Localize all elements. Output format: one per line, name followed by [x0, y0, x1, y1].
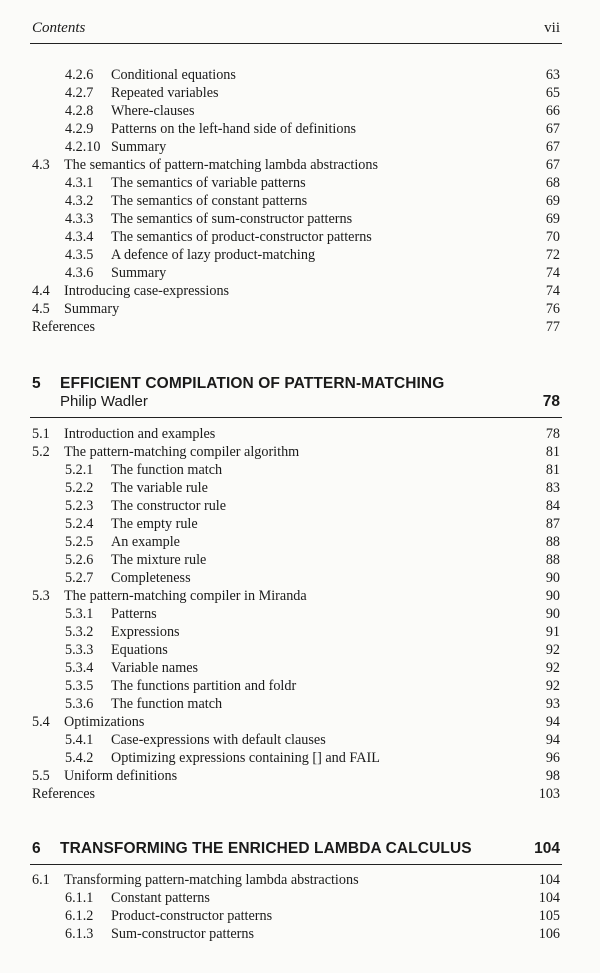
toc-entry-label	[65, 749, 380, 767]
section-number: 4.4	[32, 283, 50, 299]
toc-entry	[32, 749, 560, 767]
toc-entry-label	[65, 210, 352, 228]
section-title: The empty rule	[111, 516, 198, 532]
toc-entry	[32, 713, 560, 731]
toc-entry-label	[65, 461, 222, 479]
section-title: Repeated variables	[111, 85, 219, 101]
page-number: 103	[538, 786, 560, 802]
page-number: 92	[545, 642, 560, 658]
section-number: 4.3.2	[65, 193, 94, 209]
page-number: 70	[545, 229, 560, 245]
toc-entry	[32, 659, 560, 677]
chapter-6-title: TRANSFORMING THE ENRICHED LAMBDA CALCULUS	[60, 840, 472, 857]
section-title: The mixture rule	[111, 552, 207, 568]
toc-entry	[32, 461, 560, 479]
page-number: 105	[538, 908, 560, 924]
section-number: 4.2.7	[65, 85, 94, 101]
section-title: Variable names	[111, 660, 199, 676]
toc-entry	[32, 138, 560, 156]
section-number: 4.3.4	[65, 229, 94, 245]
chapter-5-number: 5	[32, 375, 41, 392]
page-number: 81	[545, 444, 560, 460]
toc-entry-label	[65, 731, 326, 749]
toc-entry	[32, 210, 560, 228]
section-title: The variable rule	[111, 480, 208, 496]
toc-entry-label	[32, 318, 95, 336]
page-number: 104	[538, 890, 560, 906]
toc-entry-label	[65, 264, 166, 282]
toc-entry-label	[65, 623, 180, 641]
section-title: Patterns on the left-hand side of definitions	[111, 121, 357, 137]
toc-entry-label	[65, 479, 208, 497]
section-number: 4.2.6	[65, 67, 94, 83]
section-title: Constant patterns	[111, 890, 210, 906]
header-rule	[30, 43, 562, 44]
page-number: 87	[545, 516, 560, 532]
chapter-6-title-line	[32, 840, 472, 858]
section-title: The semantics of constant patterns	[111, 193, 308, 209]
section-title: The function match	[111, 696, 223, 712]
section-title: Sum-constructor patterns	[111, 926, 255, 942]
toc-entry-label	[65, 889, 210, 907]
section-number: 5.2.1	[65, 462, 94, 478]
toc-entry	[32, 587, 560, 605]
toc-entry	[32, 767, 560, 785]
chapter-5-author: Philip Wadler	[60, 393, 148, 410]
page-number: 98	[545, 768, 560, 784]
chapter-6-rule	[30, 864, 562, 865]
toc-entry-label	[65, 228, 372, 246]
chapter-6-number: 6	[32, 840, 41, 857]
toc-entry	[32, 174, 560, 192]
page-number: 91	[545, 624, 560, 640]
toc-entry	[32, 479, 560, 497]
toc-entry	[32, 569, 560, 587]
page-number: 74	[545, 283, 560, 299]
section-title: Expressions	[111, 624, 180, 640]
toc-entry	[32, 282, 560, 300]
toc-entry-label	[65, 695, 222, 713]
section-title: Summary	[111, 265, 167, 281]
section-number: 4.3.6	[65, 265, 94, 281]
page-number: 90	[545, 588, 560, 604]
section-title: Summary	[64, 301, 120, 317]
section-title: Summary	[111, 139, 167, 155]
page-number: 90	[545, 570, 560, 586]
page-number: 65	[545, 85, 560, 101]
toc-entry	[32, 318, 560, 336]
toc-entry	[32, 66, 560, 84]
section-number: 5.5	[32, 768, 50, 784]
section-number: 5.2	[32, 444, 50, 460]
toc-entry-label	[65, 102, 195, 120]
section-title: Introduction and examples	[64, 426, 216, 442]
section-title: Case-expressions with default clauses	[111, 732, 326, 748]
section-title: The pattern-matching compiler algorithm	[64, 444, 300, 460]
section-title: The semantics of sum-constructor patterns	[111, 211, 353, 227]
section-title: The constructor rule	[111, 498, 227, 514]
page-number: 104	[538, 872, 560, 888]
toc-entry	[32, 120, 560, 138]
section-number: 5.2.5	[65, 534, 94, 550]
section-number: 5.3.1	[65, 606, 94, 622]
page-number: 90	[545, 606, 560, 622]
toc-entry	[32, 425, 560, 443]
toc-entry-label	[32, 785, 95, 803]
page-number: 92	[545, 678, 560, 694]
toc-entry-label	[65, 192, 307, 210]
page-number: 72	[545, 247, 560, 263]
toc-entry-label	[32, 767, 177, 785]
toc-entry-label	[32, 443, 299, 461]
toc-entry-label	[65, 174, 306, 192]
page-number: 74	[545, 265, 560, 281]
section-title: References	[32, 319, 96, 335]
toc-entry-label	[65, 605, 157, 623]
section-number: 4.2.9	[65, 121, 94, 137]
section-title: Transforming pattern-matching lambda abstractions	[64, 872, 359, 888]
toc-entry	[32, 533, 560, 551]
section-number: 6.1.1	[65, 890, 94, 906]
section-number: 5.2.2	[65, 480, 94, 496]
toc-entry	[32, 785, 560, 803]
toc-entry-label	[65, 533, 180, 551]
toc-entry-label	[65, 677, 296, 695]
page-number: 84	[545, 498, 560, 514]
toc-entry-label	[65, 497, 226, 515]
toc-entry-label	[65, 659, 198, 677]
toc-block-chapter-5	[32, 425, 560, 803]
toc-entry-label	[65, 84, 219, 102]
toc-entry-label	[32, 713, 144, 731]
running-header	[32, 20, 560, 37]
chapter-6-heading	[32, 840, 560, 858]
toc-entry	[32, 907, 560, 925]
toc-entry-label	[32, 425, 215, 443]
toc-entry	[32, 228, 560, 246]
toc-entry	[32, 84, 560, 102]
toc-entry	[32, 871, 560, 889]
section-number: 4.3.1	[65, 175, 94, 191]
section-number: 6.1.2	[65, 908, 94, 924]
toc-entry-label	[32, 587, 307, 605]
page-number: 67	[545, 121, 560, 137]
toc-entry	[32, 695, 560, 713]
page-number: 66	[545, 103, 560, 119]
toc-entry	[32, 443, 560, 461]
page-number: 76	[545, 301, 560, 317]
section-number: 5.4.2	[65, 750, 94, 766]
toc-entry	[32, 192, 560, 210]
toc-entry-label	[32, 871, 359, 889]
section-number: 5.2.7	[65, 570, 94, 586]
page-number: 67	[545, 157, 560, 173]
page-number: 68	[545, 175, 560, 191]
page-number: 81	[545, 462, 560, 478]
toc-entry	[32, 641, 560, 659]
page-number: 78	[545, 426, 560, 442]
section-title: Optimizing expressions containing [] and FAIL	[111, 750, 380, 766]
section-number: 5.3	[32, 588, 50, 604]
section-title: The function match	[111, 462, 223, 478]
page-number: 92	[545, 660, 560, 676]
page-number: 106	[538, 926, 560, 942]
page-number: 96	[545, 750, 560, 766]
page-number: 69	[545, 193, 560, 209]
section-title: An example	[111, 534, 180, 550]
section-title: The pattern-matching compiler in Miranda	[64, 588, 307, 604]
section-title: Product-constructor patterns	[111, 908, 273, 924]
section-title: The functions partition and foldr	[111, 678, 297, 694]
page-number: 88	[545, 552, 560, 568]
toc-entry-label	[65, 138, 166, 156]
section-number: 5.3.6	[65, 696, 94, 712]
chapter-5-title-line	[32, 375, 444, 393]
toc-entry	[32, 515, 560, 533]
toc-entry-label	[32, 282, 229, 300]
section-number: 4.3.3	[65, 211, 94, 227]
section-number: 5.2.6	[65, 552, 94, 568]
section-number: 5.3.4	[65, 660, 94, 676]
section-title: Introducing case-expressions	[64, 283, 230, 299]
page-number: 83	[545, 480, 560, 496]
section-number: 5.3.3	[65, 642, 94, 658]
page-number: 69	[545, 211, 560, 227]
chapter-5-page: 78	[542, 393, 560, 410]
toc-entry	[32, 677, 560, 695]
section-number: 5.3.5	[65, 678, 94, 694]
section-number: 5.1	[32, 426, 50, 442]
toc-entry-label	[32, 300, 119, 318]
chapter-5-heading	[32, 375, 560, 411]
toc-entry	[32, 889, 560, 907]
toc-entry-label	[32, 156, 378, 174]
page-number: 94	[545, 714, 560, 730]
page-number: 88	[545, 534, 560, 550]
toc-entry	[32, 300, 560, 318]
section-title: The semantics of product-constructor patterns	[111, 229, 372, 245]
toc-entry	[32, 246, 560, 264]
section-number: 4.3	[32, 157, 50, 173]
toc-entry-label	[65, 641, 168, 659]
toc-entry	[32, 731, 560, 749]
section-number: 5.2.4	[65, 516, 94, 532]
running-header-page-number: vii	[544, 20, 560, 36]
section-title: Conditional equations	[111, 67, 236, 83]
toc-block-chapter-4	[32, 66, 560, 336]
section-number: 4.2.8	[65, 103, 94, 119]
toc-entry	[32, 605, 560, 623]
section-title: Where-clauses	[111, 103, 195, 119]
section-number: 6.1	[32, 872, 50, 888]
page-number: 77	[545, 319, 560, 335]
toc-entry	[32, 102, 560, 120]
section-number: 5.4	[32, 714, 50, 730]
toc-entry	[32, 264, 560, 282]
section-number: 4.5	[32, 301, 50, 317]
page-number: 93	[545, 696, 560, 712]
running-header-title: Contents	[32, 20, 86, 36]
toc-entry-label	[65, 569, 191, 587]
page-number: 63	[545, 67, 560, 83]
chapter-6-page: 104	[534, 840, 560, 857]
section-number: 4.2.10	[65, 139, 101, 155]
section-number: 4.3.5	[65, 247, 94, 263]
toc-entry	[32, 551, 560, 569]
toc-entry-label	[65, 515, 198, 533]
toc-entry-label	[65, 120, 356, 138]
section-number: 5.2.3	[65, 498, 94, 514]
toc-entry-label	[65, 907, 272, 925]
section-title: Patterns	[111, 606, 157, 622]
section-title: References	[32, 786, 96, 802]
section-title: Uniform definitions	[64, 768, 178, 784]
toc-entry-label	[65, 246, 315, 264]
section-title: The semantics of pattern-matching lambda abstractions	[64, 157, 378, 173]
section-title: A defence of lazy product-matching	[111, 247, 316, 263]
chapter-5-title: EFFICIENT COMPILATION OF PATTERN-MATCHING	[60, 375, 445, 392]
page-number: 67	[545, 139, 560, 155]
section-title: Equations	[111, 642, 168, 658]
chapter-5-rule	[30, 417, 562, 418]
toc-entry-label	[65, 551, 206, 569]
section-number: 5.3.2	[65, 624, 94, 640]
toc-entry	[32, 156, 560, 174]
section-title: Optimizations	[64, 714, 145, 730]
section-number: 5.4.1	[65, 732, 94, 748]
page-number: 94	[545, 732, 560, 748]
section-number: 6.1.3	[65, 926, 94, 942]
toc-block-chapter-6	[32, 871, 560, 943]
toc-entry	[32, 623, 560, 641]
toc-entry	[32, 925, 560, 943]
toc-entry-label	[65, 66, 236, 84]
toc-entry-label	[65, 925, 254, 943]
section-title: Completeness	[111, 570, 191, 586]
toc-entry	[32, 497, 560, 515]
section-title: The semantics of variable patterns	[111, 175, 306, 191]
